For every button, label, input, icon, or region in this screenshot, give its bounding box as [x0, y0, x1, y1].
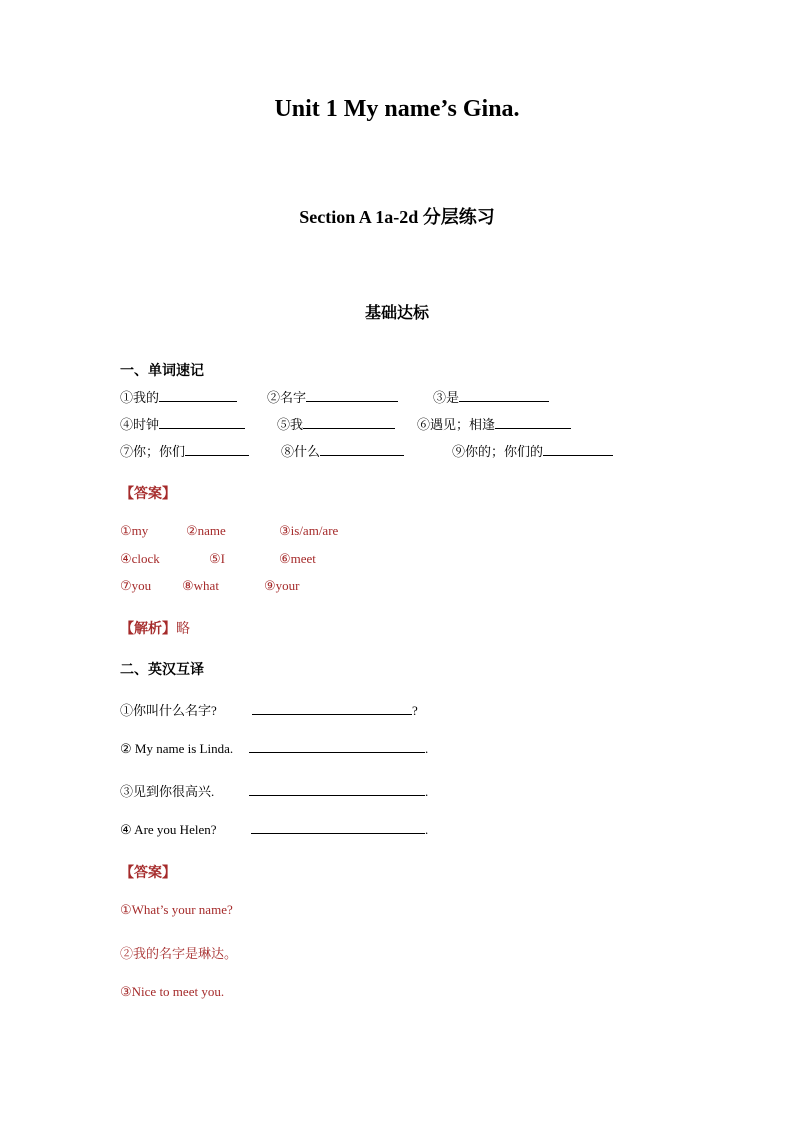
page-title: Unit 1 My name’s Gina.: [274, 96, 520, 122]
answer-row-1: [120, 523, 520, 543]
answer-item-2: ②name: [186, 523, 226, 538]
vocab-item-5: ⑤我: [277, 414, 395, 433]
part1-explanation: [120, 618, 190, 638]
translation-item-1: ①你叫什么名字? ?: [120, 703, 418, 718]
answer-item-3: ③is/am/are: [279, 523, 339, 538]
part1-heading: 一、单词速记: [120, 364, 204, 379]
translation-item-2: ② My name is Linda. .: [120, 741, 429, 756]
translation-answer-1: ①What’s your name?: [120, 902, 233, 917]
level-heading: 基础达标: [364, 305, 429, 322]
translation-answer-2: ②我的名字是琳达。: [120, 946, 238, 961]
answer-row-3: [120, 578, 520, 598]
answer-item-6: ⑥meet: [279, 551, 316, 566]
vocab-item-1: ①我的: [120, 387, 237, 406]
translation-item-3: ③见到你很高兴. .: [120, 784, 429, 799]
answer-item-4: ④clock: [120, 551, 160, 566]
translation-item-4: ④ Are you Helen? .: [120, 822, 429, 837]
answer-item-9: ⑨your: [264, 578, 300, 593]
vocab-item-8: ⑧什么: [281, 441, 404, 460]
part2-answer-label: 【答案】: [120, 866, 176, 881]
vocab-item-6: ⑥遇见；相逢: [417, 414, 571, 433]
explain-label: 【解析】: [120, 622, 176, 637]
part1-answer-label: 【答案】: [120, 487, 176, 502]
vocab-row-2: [120, 414, 680, 434]
vocab-item-2: ②名字: [267, 387, 398, 406]
answer-item-1: ①my: [120, 523, 149, 538]
vocab-row-3: [120, 441, 680, 461]
part2-heading: 二、英汉互译: [120, 663, 204, 678]
answer-item-5: ⑤I: [209, 551, 225, 566]
answer-row-2: [120, 551, 520, 571]
vocab-item-3: ③是: [433, 387, 549, 406]
answer-item-8: ⑧what: [182, 578, 219, 593]
section-subtitle: Section A 1a-2d 分层练习: [299, 207, 495, 227]
vocab-item-4: ④时钟: [120, 414, 245, 433]
vocab-item-7: ⑦你；你们: [120, 441, 249, 460]
vocab-item-9: ⑨你的；你们的: [452, 441, 613, 460]
vocab-row-1: [120, 387, 680, 407]
explain-text: 略: [176, 622, 190, 637]
answer-item-7: ⑦you: [120, 578, 152, 593]
translation-answer-3: ③Nice to meet you.: [120, 984, 225, 999]
